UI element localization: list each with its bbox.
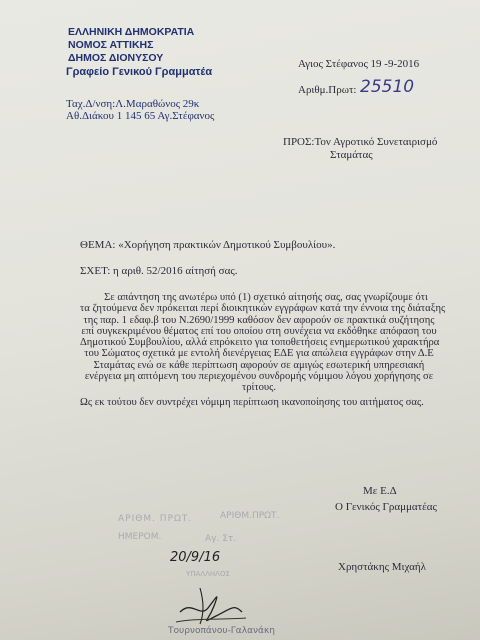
body-line: επί συγκεκριμένου θέματος επί του οποίου στη συνέχεια να εκδόθηκε απόφαση του (81, 325, 437, 337)
reference-line: ΣΧΕΤ: η αριθ. 52/2016 αίτησή σας. (80, 265, 238, 277)
body-line: Δημοτικού Συμβουλίου, αλλά επρόκειτο για τοποθετήσεις ενημερωτικού χαρακτήρα (80, 337, 440, 349)
stamp-name: Τουρνοπάνου-Γαλανάκη (168, 626, 275, 636)
body-line: Σταμάτας ενώ σε κάθε περίπτωση αφορούν σε αμιγώς εσωτερική υπηρεσιακή (93, 359, 425, 371)
recipient-line: ΠΡΟΣ:Τον Αγροτικό Συνεταιρισμό (283, 136, 438, 148)
header-office: Γραφείο Γενικού Γραμματέα (66, 66, 213, 78)
body-line: της παρ. 1 εδαφ.β του Ν.2690/1999 καθόσον δεν αφορούν σε πρακτικά συζήτησης (83, 314, 435, 326)
body-line: ενέργεια μη απτόμενη του περιεχομένου συνδρομής νόμιμου λόγου χορήγησης σε (84, 371, 434, 383)
body-line: τρίτους. (241, 382, 277, 394)
subject-line: ΘΕΜΑ: «Χορήγηση πρακτικών Δημοτικού Συμβουλίου». (80, 239, 336, 251)
body-line: τα ζητούμενα δεν πρόκειται περί διοικητικών εγγράφων κατά την έννοια της διάταξης (80, 303, 446, 315)
recipient-locality: Σταμάτας (330, 149, 373, 161)
protocol-label: Αριθμ.Πρωτ: (298, 84, 357, 96)
stamp-date-handwritten: 20/9/16 (170, 550, 221, 565)
body-line: του Σώματος σχετικά με εντολή διενέργειας ΕΔΕ για απώλεια εγγράφων στην Δ.Ε (84, 348, 434, 360)
header-municipality: ΔΗΜΟΣ ΔΙΟΝΥΣΟΥ (68, 52, 164, 64)
faint-stamp-line: ΑΡΙΘΜ.ΠΡΩΤ. (220, 511, 280, 521)
conclusion-line: Ως εκ τούτου δεν συντρέχει νόμιμη περίπτωση ικανοποίησης του αιτήματος σας. (80, 397, 424, 408)
body-line: Σε απάντηση της ανωτέρω υπό (1) σχετικό αίτησής σας, σας γνωρίζουμε ότι (104, 292, 428, 303)
protocol-number-handwritten: 25510 (360, 77, 415, 97)
signature-icon (170, 578, 250, 628)
closing-courtesy: Με Ε.Δ (363, 485, 397, 497)
signatory-name: Χρηστάκης Μιχαήλ (338, 561, 426, 573)
faint-stamp-line: ΥΠΑΛΛΗΛΟΣ (186, 570, 230, 578)
header-prefecture: ΝΟΜΟΣ ΑΤΤΙΚΗΣ (68, 39, 154, 51)
faint-stamp-line: ΗΜΕΡΟΜ. (118, 532, 162, 542)
body-paragraph (80, 292, 446, 394)
faint-stamp-line: ΑΡΙΘΜ. ΠΡΩΤ. (118, 514, 193, 524)
header-republic: ΕΛΛΗΝΙΚΗ ΔΗΜΟΚΡΑΤΙΑ (68, 26, 195, 38)
faint-stamp-line: Αγ. Στ. (205, 534, 237, 544)
address-street: Ταχ.Δ/νση:Λ.Μαραθώνος 29κ (66, 98, 200, 110)
closing-title: Ο Γενικός Γραμματέας (335, 501, 437, 513)
place-date: Αγιος Στέφανος 19 -9-2016 (298, 58, 420, 70)
address-city: Αθ.Διάκου 1 145 65 Αγ.Στέφανος (66, 110, 215, 122)
